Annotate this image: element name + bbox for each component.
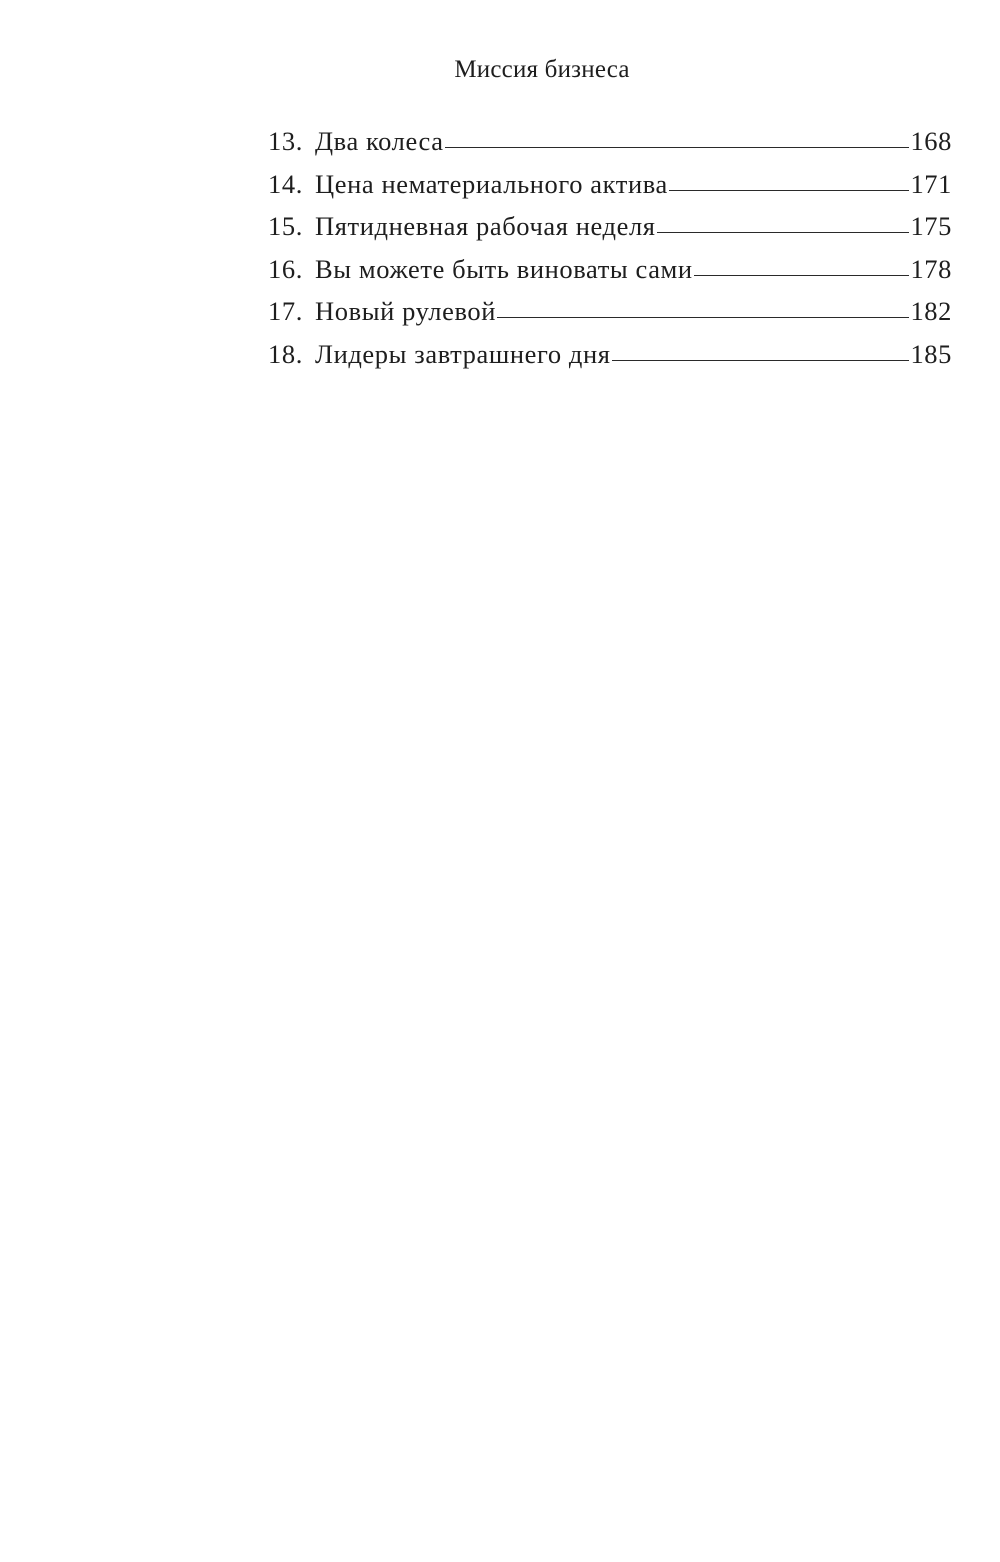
toc-entry-page: 175: [910, 211, 952, 241]
toc-entry-title: Цена нематериального актива: [315, 168, 668, 199]
toc-entry-page: 178: [910, 253, 952, 284]
toc-entry-title: Два колеса: [315, 126, 444, 156]
toc-entry-number: 14.: [268, 168, 303, 199]
toc-entry-number: 13.: [268, 126, 303, 156]
toc-entry-number: 15.: [268, 211, 303, 241]
running-head: Миссия бизнеса: [454, 56, 630, 83]
toc-entry-number: 16.: [268, 253, 303, 284]
toc-entry-page: 185: [910, 338, 952, 369]
toc-entry: [268, 169, 952, 212]
toc-entry-title: Лидеры завтрашнего дня: [315, 338, 611, 369]
toc-entry: [268, 211, 952, 254]
toc-entry: [268, 126, 952, 169]
toc-entry-number: 17.: [268, 296, 303, 326]
toc-leader-line: [669, 190, 910, 191]
toc-leader-line: [657, 232, 910, 233]
toc-leader-line: [612, 360, 910, 361]
toc-entry-page: 182: [910, 296, 952, 326]
toc-leader-line: [497, 317, 909, 318]
toc-leader-line: [445, 147, 910, 148]
toc-leader-line: [694, 275, 910, 276]
toc-entry-number: 18.: [268, 338, 303, 369]
toc-entry: [268, 339, 952, 382]
toc-entry-page: 171: [910, 168, 952, 199]
toc-entry-title: Пятидневная рабочая неделя: [315, 211, 656, 241]
toc-entry-title: Вы можете быть виноваты сами: [315, 253, 693, 284]
toc-entry-page: 168: [910, 126, 952, 156]
toc-entry-title: Новый рулевой: [315, 296, 497, 326]
toc-entry: [268, 296, 952, 339]
table-of-contents: [268, 126, 952, 381]
toc-entry: [268, 254, 952, 297]
